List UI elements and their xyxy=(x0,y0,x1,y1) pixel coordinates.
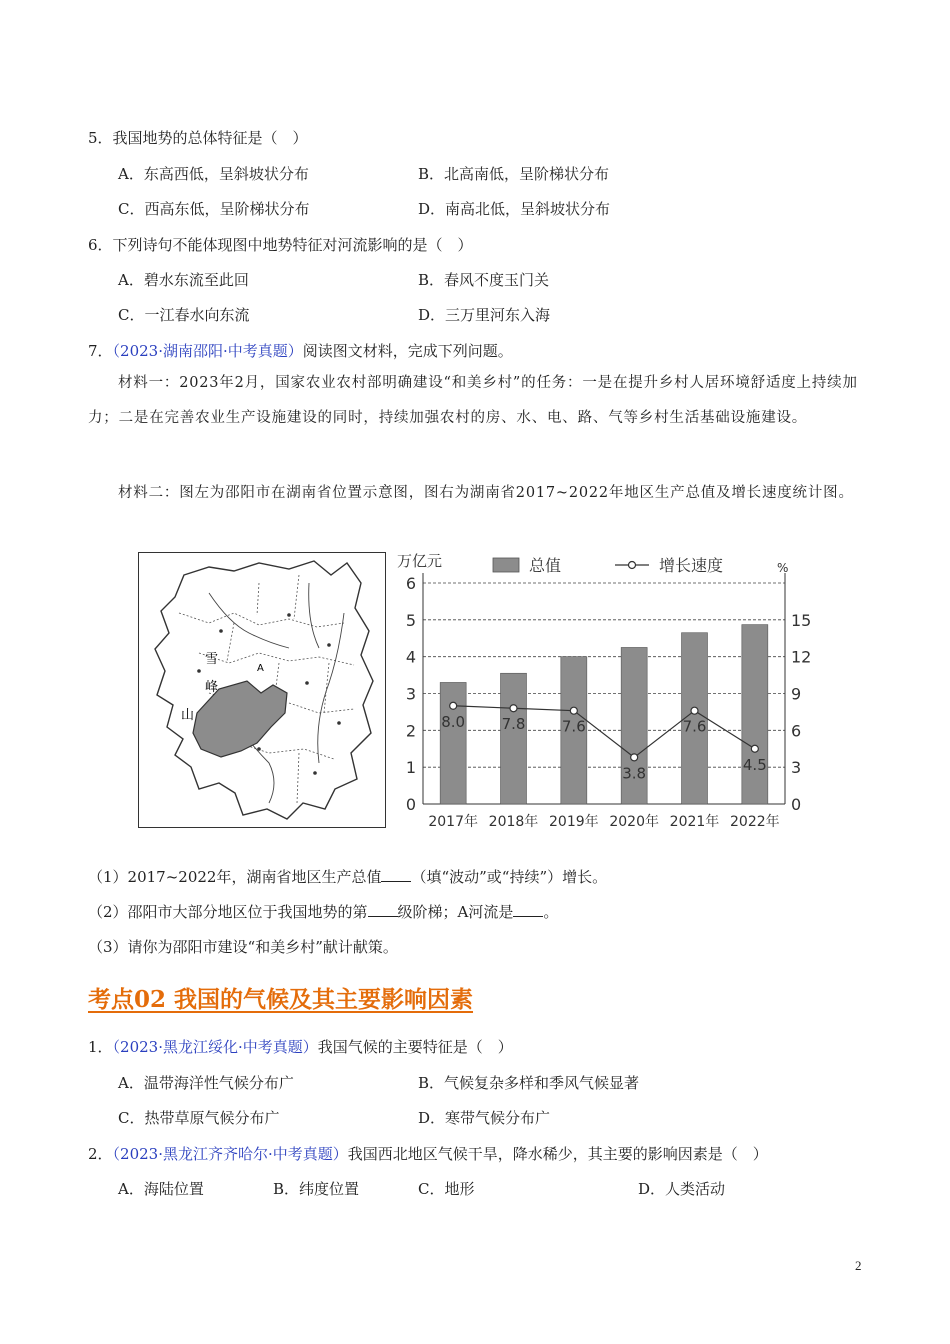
x-tick-label: 2021年 xyxy=(669,814,720,830)
right-axis-label: % xyxy=(777,561,789,575)
left-axis-label: 万亿元 xyxy=(397,552,443,570)
q7-source: （2023·湖南邵阳·中考真题） xyxy=(112,342,303,360)
s2q2-source: （2023·黑龙江齐齐哈尔·中考真题） xyxy=(112,1145,348,1163)
xuefeng-label-2: 峰 xyxy=(205,680,219,695)
s2q1-stem: 我国气候的主要特征是（ ） xyxy=(317,1038,513,1056)
growth-value-label: 8.0 xyxy=(441,712,466,731)
q7-sub2-blank-1[interactable] xyxy=(368,902,398,917)
legend-bar-swatch xyxy=(493,558,519,572)
left-tick-label: 0 xyxy=(405,795,417,814)
chart-grid xyxy=(423,573,785,804)
hunan-map xyxy=(138,552,386,828)
legend-bar-label: 总值 xyxy=(529,556,562,575)
growth-value-label: 4.5 xyxy=(742,755,767,774)
q7-stem-line xyxy=(88,340,513,361)
right-tick-label: 6 xyxy=(791,721,802,741)
s2q2-number: 2． xyxy=(88,1145,113,1163)
growth-value-label: 7.6 xyxy=(561,717,586,736)
growth-point xyxy=(570,707,577,714)
s2q2-stem: 我国西北地区气候干旱，降水稀少，其主要的影响因素是（ ） xyxy=(347,1145,768,1163)
q6-stem: 6．下列诗句不能体现图中地势特征对河流影响的是（ ） xyxy=(88,236,473,254)
right-tick-label: 3 xyxy=(791,758,802,778)
growth-value-label: 7.6 xyxy=(682,717,707,736)
s2q1-option-c[interactable]: C．热带草原气候分布广 xyxy=(118,1109,280,1127)
x-tick-label: 2022年 xyxy=(730,814,780,830)
growth-point xyxy=(751,745,758,752)
legend-line-label: 增长速度 xyxy=(659,556,724,575)
q7-material-1: 材料一：2023年2月，国家农业农村部明确建设“和美乡村”的任务：一是在提升乡村人居环境舒适度上持续加力；二是在完善农业生产设施建设的同时，持续加强农村的房、水、电、路、气等乡村生活基础设施建设。 xyxy=(88,375,858,426)
s2q1-option-d[interactable]: D．寒带气候分布广 xyxy=(418,1109,551,1127)
growth-point xyxy=(510,705,517,712)
x-tick-label: 2020年 xyxy=(609,814,659,830)
growth-point xyxy=(450,702,457,709)
q7-sub2-text-c: 。 xyxy=(543,903,559,921)
x-tick-label: 2019年 xyxy=(549,814,599,830)
growth-point xyxy=(631,754,638,761)
s2q2-stem-line xyxy=(88,1143,768,1164)
page-number: 2 xyxy=(855,1258,862,1273)
s2q2-option-b[interactable]: B．纬度位置 xyxy=(273,1180,360,1198)
left-tick-label: 6 xyxy=(405,574,417,593)
q7-sub3: （3）请你为邵阳市建设“和美乡村”献计献策。 xyxy=(88,938,398,956)
q7-number: 7． xyxy=(88,342,113,360)
q7-sub2 xyxy=(88,901,558,922)
section-heading: 考点02 我国的气候及其主要影响因素 xyxy=(88,986,474,1013)
growth-rate-line xyxy=(453,706,755,758)
q5-option-d[interactable]: D．南高北低，呈斜坡状分布 xyxy=(418,200,611,218)
left-tick-label: 2 xyxy=(405,721,417,741)
legend-line-marker xyxy=(629,562,636,569)
q5-option-a[interactable]: A．东高西低，呈斜坡状分布 xyxy=(118,165,309,183)
q6-option-d[interactable]: D．三万里河东入海 xyxy=(418,306,551,324)
x-tick-label: 2018年 xyxy=(488,814,539,830)
left-tick-label: 4 xyxy=(405,647,417,667)
xuefeng-label-3: 山 xyxy=(181,708,195,723)
s2q1-option-a[interactable]: A．温带海洋性气候分布广 xyxy=(118,1074,294,1092)
left-tick-label: 1 xyxy=(405,758,417,778)
q6-option-c[interactable]: C．一江春水向东流 xyxy=(118,306,250,324)
q7-stem: 阅读图文材料，完成下列问题。 xyxy=(302,342,513,360)
right-tick-label: 12 xyxy=(791,647,812,667)
growth-value-label: 7.8 xyxy=(501,715,526,734)
q5-option-b[interactable]: B．北高南低，呈阶梯状分布 xyxy=(418,165,610,183)
q7-sub1-text-a: （1）2017~2022年，湖南省地区生产总值 xyxy=(88,868,382,886)
q5-option-c[interactable]: C．西高东低，呈阶梯状分布 xyxy=(118,200,310,218)
gdp-chart xyxy=(393,548,812,830)
hunan-map-drawing xyxy=(139,553,384,826)
q5-stem: 5．我国地势的总体特征是（ ） xyxy=(88,129,308,147)
s2q1-number: 1． xyxy=(88,1038,113,1056)
q7-material-2: 材料二：图左为邵阳市在湖南省位置示意图，图右为湖南省2017~2022年地区生产总值及增长速度统计图。 xyxy=(118,485,854,501)
bar xyxy=(742,625,768,804)
chart-line xyxy=(450,702,759,761)
chart-bars xyxy=(440,625,768,804)
bar xyxy=(440,682,466,804)
q7-sub2-blank-2[interactable] xyxy=(513,902,543,917)
growth-point xyxy=(691,707,698,714)
xuefeng-label-1: 雪 xyxy=(205,652,219,667)
bar xyxy=(501,673,527,804)
q7-sub1-text-b: （填“波动”或“持续”）增长。 xyxy=(411,868,608,886)
s2q2-option-c[interactable]: C．地形 xyxy=(418,1180,475,1198)
q7-sub1-blank[interactable] xyxy=(381,867,411,882)
q6-option-b[interactable]: B．春风不度玉门关 xyxy=(418,271,550,289)
s2q2-option-d[interactable]: D．人类活动 xyxy=(638,1180,726,1198)
growth-value-label: 3.8 xyxy=(622,764,647,783)
left-tick-label: 5 xyxy=(405,610,417,630)
right-tick-label: 9 xyxy=(791,684,802,704)
s2q1-source: （2023·黑龙江绥化·中考真题） xyxy=(112,1038,318,1056)
river-a-label: A xyxy=(257,663,264,674)
left-tick-label: 3 xyxy=(405,684,417,704)
q6-option-a[interactable]: A．碧水东流至此回 xyxy=(118,271,249,289)
hunan-province-outline xyxy=(155,561,373,819)
s2q1-stem-line xyxy=(88,1036,513,1057)
s2q2-option-a[interactable]: A．海陆位置 xyxy=(118,1180,204,1198)
s2q1-option-b[interactable]: B．气候复杂多样和季风气候显著 xyxy=(418,1074,640,1092)
q7-sub2-text-a: （2）邵阳市大部分地区位于我国地势的第 xyxy=(88,903,368,921)
x-tick-label: 2017年 xyxy=(428,814,478,830)
right-tick-label: 0 xyxy=(791,795,802,814)
chart-legend xyxy=(493,556,723,575)
q7-sub2-text-b: 级阶梯；A河流是 xyxy=(397,903,514,921)
right-tick-label: 15 xyxy=(791,610,812,630)
q7-sub1 xyxy=(88,866,607,887)
